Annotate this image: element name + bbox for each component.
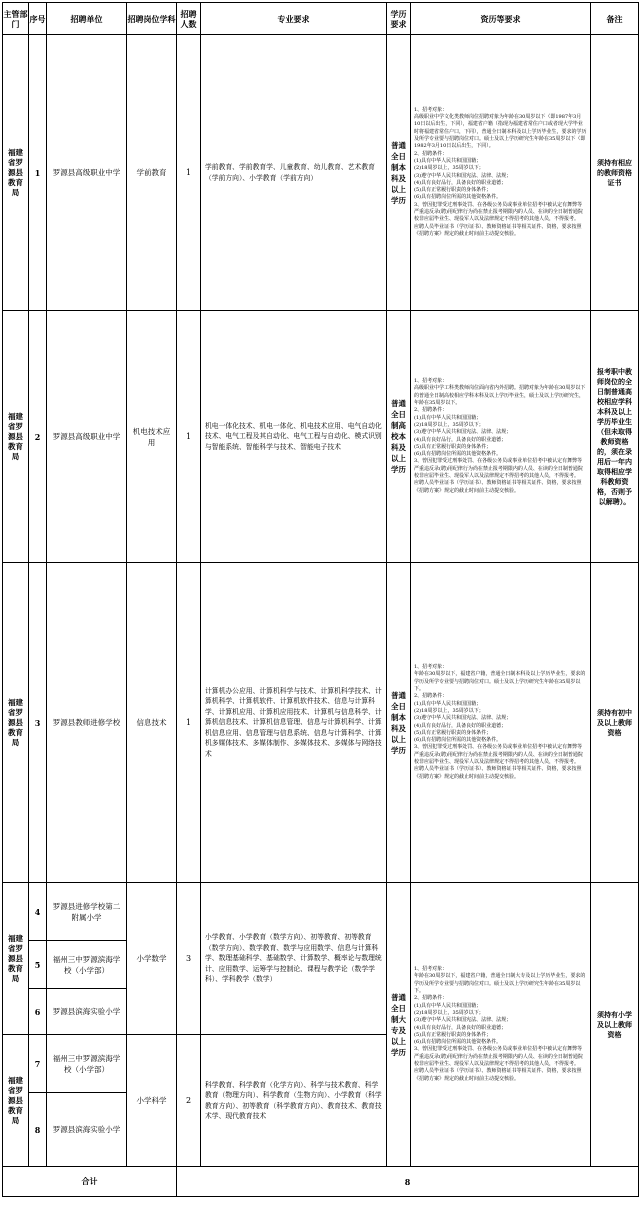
qual-cell [411,883,591,1167]
count-cell: 1 [177,311,201,563]
qual-line: (6)具有招聘岗位所需的其他资格条件。 [414,737,502,744]
unit-cell: 罗源县高级职业中学 [47,35,127,311]
qual-line: (4)具有良好品行，具备良好的职业道德； [414,1024,507,1031]
qual-cell [411,35,591,311]
qual-line: 1、招考对象： [414,664,448,671]
qual-line: 1、招考对象： [414,378,448,385]
count-cell: 1 [177,563,201,883]
total-value: 8 [177,1167,639,1197]
qual-line: (6)具有招聘岗位所需的其他资格条件。 [414,1039,502,1046]
unit-cell: 罗源县滨海实验小学 [47,989,127,1035]
seq-cell: 6 [29,989,47,1035]
qual-cell [411,311,591,563]
major-cell: 计算机办公应用、计算机科学与技术、计算机科学技术、计算机科学、计算机软件、计算机软件技术、信息与计算科学、计算机应用、计算机应用技术、计算机与信息科学、计算机信息技术、计算机信息管理、信息与计算机科学、计算机信息应用、信息管理与信息系统、信息与计算科学、计算机多媒体技术、多媒体制作、多媒体技术、多媒体与网络技术 [201,563,387,883]
seq-cell: 8 [29,1093,47,1167]
total-label: 合计 [3,1167,177,1197]
header-post: 招聘岗位学科 [127,3,177,35]
unit-cell: 福州三中罗源滨海学校（小学部） [47,941,127,989]
header-note: 备注 [591,3,639,35]
post-cell: 小学数学 [127,883,177,1035]
seq-cell: 5 [29,941,47,989]
seq-cell: 1 [29,35,47,311]
dept-cell: 福建省罗源县教育局 [3,311,29,563]
qual-line: (5)具有正常履行职责的身体条件； [414,443,492,450]
qual-line: (3)遵守中华人民共和国宪法、法律、法规； [414,715,512,722]
seq-cell: 7 [29,1035,47,1093]
total-row [3,1167,639,1197]
unit-cell: 福州三中罗源滨海学校（小学部） [47,1035,127,1093]
qual-line: 3、曾因犯罪受过刑事处罚、在各级公务员或事业单位招考中被认定有舞弊等严重违反录(聘)用纪律行为尚在禁止报考期限内的人员、在读的全日制普通院校非应届毕业生、现役军人以及法律规定不得招考的其他人员，不得报考。 [414,458,583,479]
header-seq: 序号 [29,3,47,35]
table-row [3,311,639,563]
qual-line: (6)具有招聘岗位所需的其他资格条件。 [414,194,502,201]
edu-cell: 普通全日制本科及以上学历 [387,563,411,883]
qual-line: (2)18周岁以上，35周岁以下； [414,165,484,172]
note-cell: 须持有小学及以上教师资格 [591,883,639,1167]
table-row [3,883,639,941]
header-count: 招聘人数 [177,3,201,35]
seq-cell: 2 [29,311,47,563]
qual-line: 应聘人员毕业证书（学历证书）、教师资格证书等相关证件、资格，要求按照《招聘方案》规定的截止时间前主动提交核验。 [414,766,582,780]
table-row [3,35,639,311]
qual-line: (4)具有良好品行，具备良好的职业道德； [414,722,507,729]
post-cell: 学前教育 [127,35,177,311]
header-qual: 资历等要求 [411,3,591,35]
qual-line: 年龄在30周岁以下，福建省户籍，普通全日制本科及以上学历毕业生，要求的学历及所学专业要与招聘岗位对口。硕士及以上学历研究生年龄在35周岁以下。 [414,671,586,693]
post-cell: 机电技术应用 [127,311,177,563]
note-cell: 须持有初中及以上教师资格 [591,563,639,883]
qual-line: (2)18周岁以上，35周岁以下； [414,421,484,428]
post-cell: 信息技术 [127,563,177,883]
qual-line: 应聘人员毕业证书（学历证书）、教师资格证书等相关证件、资格，要求按照《招聘方案》规定的截止时间前主动提交核验。 [414,480,582,494]
qual-line: (1)具有中华人民共和国国籍； [414,414,482,421]
dept-cell: 福建省罗源县教育局 [3,1035,29,1167]
seq-cell: 3 [29,563,47,883]
dept-cell: 福建省罗源县教育局 [3,563,29,883]
unit-cell: 罗源县进修学校第二附属小学 [47,883,127,941]
qual-line: 1、招考对象： [414,966,448,973]
major-cell: 小学教育、小学教育（数学方向）、初等教育、初等教育（数学方向）、数学教育、数学与应用数学、信息与计算科学、数理基础科学、基础数学、计算数学、概率论与数理统计、应用数学、运筹学与控制论、课程与教学论（数学学科）、学科教学（数学） [201,883,387,1035]
note-cell: 报考职中教师岗位的全日制普通高校相应学科本科及以上学历毕业生（但未取得教师资格的，须在录用后一年内取得相应学科教师资格，否则予以解聘）。 [591,311,639,563]
qual-line: (4)具有良好品行，具备良好的职业道德； [414,179,507,186]
qual-line: (1)具有中华人民共和国国籍； [414,157,482,164]
dept-cell: 福建省罗源县教育局 [3,883,29,1035]
qual-line: (4)具有良好品行，具备良好的职业道德； [414,436,507,443]
major-cell: 机电一体化技术、机电一体化、机电技术应用、电气自动化技术、电气工程及其自动化、电气工程与自动化、模式识别与智能系统、智能科学与技术、智能电子技术 [201,311,387,563]
header-dept: 主管部门 [3,3,29,35]
header-unit: 招聘单位 [47,3,127,35]
header-edu: 学历要求 [387,3,411,35]
qual-line: (5)具有正常履行职责的身体条件； [414,729,492,736]
dept-cell: 福建省罗源县教育局 [3,35,29,311]
qual-line: (2)18周岁以上，35周岁以下； [414,1009,484,1016]
count-cell: 3 [177,883,201,1035]
note-cell: 须持有相应的教师资格证书 [591,35,639,311]
qual-line: 应聘人员毕业证书（学历证书）、教师资格证书等相关证件、资格，要求按照《招聘方案》规定的截止时间前主动提交核验。 [414,223,582,237]
qual-line: 高级职业中学工科类教师岗位面向省内外招聘。招聘对象为年龄在30周岁以下的普通全日制高校相应学科本科及以上学历毕业生，硕士及以上学历研究生，年龄在35周岁以下。 [414,385,586,407]
qual-line: 2、招聘条件： [414,150,448,157]
qual-line: (3)遵守中华人民共和国宪法、法律、法规； [414,1017,512,1024]
seq-cell: 4 [29,883,47,941]
count-cell: 2 [177,1035,201,1167]
qual-line: 2、招聘条件： [414,407,448,414]
unit-cell: 罗源县教师进修学校 [47,563,127,883]
qual-line: (3)遵守中华人民共和国宪法、法律、法规； [414,429,512,436]
qual-line: (1)具有中华人民共和国国籍； [414,1002,482,1009]
qual-line: 2、招聘条件： [414,995,448,1002]
qual-line: (1)具有中华人民共和国国籍； [414,700,482,707]
recruitment-table [2,2,639,1197]
qual-line: (5)具有正常履行职责的身体条件； [414,187,492,194]
unit-cell: 罗源县高级职业中学 [47,311,127,563]
qual-line: 应聘人员毕业证书（学历证书）、教师资格证书等相关证件、资格，要求按照《招聘方案》规定的截止时间前主动提交核验。 [414,1068,582,1082]
qual-line: 3、曾因犯罪受过刑事处罚、在各级公务员或事业单位招考中被认定有舞弊等严重违反录(聘)用纪律行为尚在禁止报考期限内的人员、在读的全日制普通院校非应届毕业生、现役军人以及法律规定不得招考的其他人员，不得报考。 [414,1046,583,1067]
qual-line: (6)具有招聘岗位所需的其他资格条件。 [414,451,502,458]
qual-line: 2、招聘条件： [414,693,448,700]
edu-cell: 普通全日制高校本科及以上学历 [387,311,411,563]
qual-line: (3)遵守中华人民共和国宪法、法律、法规； [414,172,512,179]
edu-cell: 普通全日制大专及以上学历 [387,883,411,1167]
post-cell: 小学科学 [127,1035,177,1167]
count-cell: 1 [177,35,201,311]
header-row [3,3,639,35]
table-row [3,563,639,883]
qual-line: 1、招考对象： [414,106,448,113]
qual-line: 3、曾因犯罪受过刑事处罚、在各级公务员或事业单位招考中被认定有舞弊等严重违反录(聘)用纪律行为尚在禁止报考期限内的人员、在读的全日制普通院校非应届毕业生、现役军人以及法律规定不得招考的其他人员，不得报考。 [414,201,583,223]
qual-line: 年龄在30周岁以下，福建省户籍，普通全日制大专及以上学历毕业生，要求的学历及所学专业要与招聘岗位对口。硕士及以上学历研究生年龄在35周岁以下。 [414,973,586,995]
qual-line: 高级职业中学文化类教师岗位招聘对象为年龄在30周岁以下（即1987年3月10日以后出生，下同），福建省户籍（指现为福建省常住户口或者现大学毕业时将福建省常住户口，下同），普通全日制本科及以上学历毕业生，要求的学历及所学专业要与招聘岗位对口。硕士及以上学历研究生年龄在35周岁以下（即1982年3月10日以后出生，下同）。 [414,114,587,150]
major-cell: 学前教育、学前教育学、儿童教育、幼儿教育、艺术教育（学前方向）、小学教育（学前方向） [201,35,387,311]
qual-line: (2)18周岁以上，35周岁以下； [414,707,484,714]
qual-line: (5)具有正常履行职责的身体条件； [414,1031,492,1038]
major-cell: 科学教育、科学教育（化学方向）、科学与技术教育、科学教育（物理方向）、科学教育（生物方向）、小学教育（科学教育方向）、初等教育（科学教育方向）、教育技术、教育技术学、现代教育技术 [201,1035,387,1167]
qual-line: 3、曾因犯罪受过刑事处罚、在各级公务员或事业单位招考中被认定有舞弊等严重违反录(聘)用纪律行为尚在禁止报考期限内的人员、在读的全日制普通院校非应届毕业生、现役军人以及法律规定不得招考的其他人员，不得报考。 [414,744,583,765]
edu-cell: 普通全日制本科及以上学历 [387,35,411,311]
unit-cell: 罗源县滨海实验小学 [47,1093,127,1167]
qual-cell [411,563,591,883]
header-major: 专业要求 [201,3,387,35]
